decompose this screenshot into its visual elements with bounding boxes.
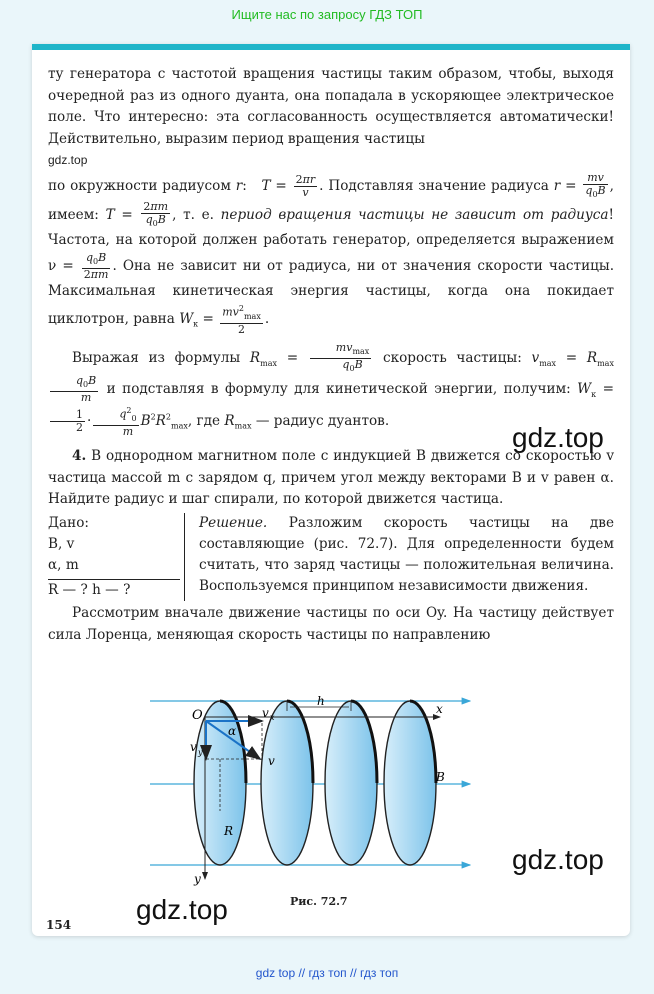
label-B: B xyxy=(436,770,445,784)
label-y: y xyxy=(194,872,201,886)
figure-caption: Рис. 72.7 xyxy=(290,895,348,908)
formula-energy: $\frac{mv^2_{max}}{2}$ xyxy=(222,303,261,336)
watermark-big-1: gdz.top xyxy=(512,422,604,453)
figure-72-7 xyxy=(150,651,480,891)
label-v: v xyxy=(268,754,275,768)
formula-rmax: $\frac{mv_{max}}{q_0B}$ xyxy=(310,342,372,375)
label-R: R xyxy=(224,824,234,838)
formula-radius: $\frac{mv}{q_0B}$ xyxy=(585,170,606,200)
watermark-big-2: gdz.top xyxy=(512,844,604,875)
page-number: 154 xyxy=(46,918,72,932)
label-vy-sub: y xyxy=(198,748,203,757)
label-x: x xyxy=(436,702,443,716)
label-vx: v xyxy=(262,706,269,720)
formula-frequency: $\frac{q_0B}{2\pi m}$ xyxy=(83,250,109,282)
page-content xyxy=(48,64,614,646)
watermark-small: gdz.top xyxy=(48,153,88,168)
watermark-big-3: gdz.top xyxy=(136,894,228,925)
given-solution-block xyxy=(48,513,614,601)
given-section: Дано: B, v α, m R — ? h — ? xyxy=(48,513,185,601)
label-O: O xyxy=(192,708,203,723)
bottom-banner: gdz top // гдз топ // гдз топ xyxy=(255,966,399,980)
formula-vmax: $\frac{q_0B}{m}$ xyxy=(50,375,98,404)
paragraph-1: ту генератора с частотой вращения частицы таким образом, чтобы, выходя очередной раз из одного дуанта, она попадала в ускоряющее электрическое поле. Что интересно: эта согласованность осуществляется автоматически! Действительно, выразим период вращения частицы gdz.top по окружности радиусом r: T = $\frac{2\pi r}{v}$ . Подставляя значение радиуса r = $\frac{mv}{q_0B}$ , имеем: T = $\frac{2\pi m}{q_0B}$ , т. е. период вращения частицы не зависит от радиуса! Частота, на которой должен работать генератор, определяется выражением ν = $\frac{q_0B}{2\pi m}$ . Она не зависит ни от радиуса, ни от значения скорости частицы. Максимальная кинетическая энергия частицы, когда она покидает циклотрон, равна $W_к$ = $\frac{mv^2_{max}}{2}$ . xyxy=(48,66,615,336)
task-4: 4. В однородном магнитном поле с индукцией B движется со скоростью v частица массой m с зарядом q, причем угол между векторами B и v равен α. Найдите радиус и шаг спирали, по которой движется частица. xyxy=(48,448,614,508)
label-h: h xyxy=(317,694,325,708)
label-vy: v xyxy=(190,740,197,754)
top-banner: Ищите нас по запросу ГДЗ ТОП xyxy=(231,7,423,22)
label-alpha: α xyxy=(228,724,237,738)
solution-section: Решение. Разложим скорость частицы на две составляющие (рис. 72.7). Для определенности будем считать, что заряд частицы — положительная величина. Воспользуемся принципом независимости движения. xyxy=(199,514,615,594)
paragraph-3: Рассмотрим вначале движение частицы по оси Oy. На частицу действует сила Лоренца, меняющая скорость частицы по направлению xyxy=(48,604,614,643)
paragraph-2: Выражая из формулы $R_{max}$ = $\frac{mv_{max}}{q_0B}$ скорость частицы: $v_{max} = R_{max}$ $\frac{q_0B}{m}$ и подставляя в формулу для кинетической энергии, получим: $W_к$ = $\frac{1}{2}$ · $\frac{q^2_0}{m}$ $B^2R^2_{max}$, где $R_{max}$ — радиус дуантов. xyxy=(48,342,614,439)
formula-period: $\frac{2\pi r}{v}$ xyxy=(295,173,316,200)
label-vx-sub: x xyxy=(270,713,275,722)
formula-period-2: $\frac{2\pi m}{q_0B}$ xyxy=(143,200,169,229)
page-top-accent-bar xyxy=(32,44,630,50)
